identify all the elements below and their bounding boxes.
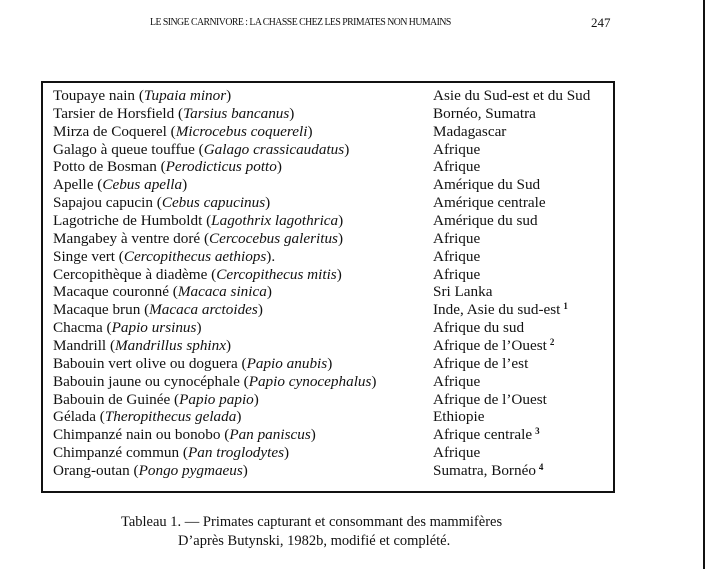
species-name: [53, 141, 349, 159]
region: [433, 355, 528, 373]
common-name: Mangabey à ventre doré (: [53, 229, 210, 247]
common-name: Babouin vert olive ou doguera (: [53, 354, 247, 372]
table-row: [53, 87, 613, 105]
latin-name: Theropithecus gelada: [104, 408, 237, 426]
footnote-marker: 1: [563, 301, 568, 312]
species-name: [53, 319, 202, 337]
species-name: [53, 105, 294, 123]
table-row: [53, 212, 613, 230]
table-row: [53, 301, 613, 319]
common-name: Chimpanzé nain ou bonobo (: [53, 426, 230, 444]
region-text: Afrique: [433, 372, 481, 390]
table-row: [53, 230, 613, 248]
latin-name: Cercopithecus mitis: [216, 265, 337, 283]
closing-paren: ): [310, 426, 316, 444]
region: [433, 105, 536, 123]
species-name: [53, 283, 272, 301]
species-name: [53, 337, 231, 355]
region-text: Sumatra, Bornéo: [433, 462, 536, 480]
common-name: Apelle (: [53, 176, 103, 194]
latin-name: Tupaia minor: [143, 87, 227, 104]
common-name: Chimpanzé commun (: [53, 444, 188, 462]
table-row: [53, 283, 613, 301]
region: [433, 212, 538, 230]
latin-name: Papio anubis: [246, 354, 328, 372]
closing-paren: ): [336, 265, 342, 283]
table-row: [53, 266, 613, 284]
region: [433, 194, 546, 212]
common-name: Lagotriche de Humboldt (: [53, 212, 212, 230]
species-name: [53, 373, 376, 391]
closing-paren: ): [226, 87, 232, 104]
region: [433, 462, 543, 480]
common-name: Orang-outan (: [53, 462, 139, 480]
species-name: [53, 87, 231, 105]
table-row: [53, 373, 613, 391]
species-name: [53, 212, 343, 230]
species-name: [53, 444, 289, 462]
common-name: Tarsier de Horsfield (: [53, 104, 184, 122]
region-text: Afrique: [433, 265, 481, 283]
table-row: [53, 123, 613, 141]
closing-paren: ): [225, 337, 232, 355]
caption-title: Tableau 1. — Primates capturant et consommant des mammifères: [121, 514, 503, 530]
latin-name: Papio papio: [179, 390, 254, 408]
region-text: Amérique centrale: [433, 194, 546, 212]
region: [433, 87, 590, 105]
region: [433, 283, 492, 301]
table-row: [53, 426, 613, 444]
common-name: Gélada (: [53, 408, 105, 426]
species-name: [53, 462, 248, 480]
table-row: [53, 141, 613, 159]
primates-table: [41, 81, 615, 493]
region-text: Afrique de l’Ouest: [433, 337, 547, 355]
region-text: Afrique: [433, 444, 481, 462]
table-row: [53, 391, 613, 409]
common-name: Babouin de Guinée (: [53, 390, 180, 408]
latin-name: Papio ursinus: [111, 319, 197, 337]
region: [433, 141, 480, 159]
species-name: [53, 426, 316, 444]
region: [433, 373, 480, 391]
region: [433, 266, 480, 284]
region: [433, 230, 480, 248]
common-name: Babouin jaune ou cynocéphale (: [53, 372, 249, 390]
region: [433, 176, 540, 194]
closing-paren: ): [284, 444, 290, 462]
table-row: [53, 355, 613, 373]
latin-name: Galago crassicaudatus: [203, 140, 345, 158]
species-name: [53, 176, 187, 194]
species-name: [53, 248, 275, 266]
table-row: [53, 319, 613, 337]
region-text: Ethiopie: [433, 408, 485, 426]
footnote-marker: 2: [549, 337, 555, 348]
region-text: Afrique de l’est: [433, 354, 529, 372]
region-text: Sri Lanka: [433, 283, 493, 301]
closing-paren: ): [337, 229, 344, 247]
region-text: Afrique de l’Ouest: [433, 390, 547, 408]
closing-paren: ): [266, 283, 272, 301]
latin-name: Microcebus coquereli: [175, 122, 308, 140]
table-row: [53, 194, 613, 212]
closing-paren: ): [236, 408, 242, 426]
scan-edge-line: [703, 0, 705, 569]
closing-paren: ): [253, 390, 259, 408]
table-row: [53, 248, 613, 266]
species-name: [53, 158, 282, 176]
closing-paren: ): [344, 140, 350, 158]
region-text: Afrique: [433, 229, 481, 247]
region: [433, 337, 554, 355]
closing-paren: ): [242, 462, 248, 480]
latin-name: Cebus capucinus: [161, 194, 266, 212]
footnote-marker: 4: [538, 462, 544, 473]
region-text: Amérique du sud: [433, 212, 538, 230]
closing-paren: ): [265, 194, 271, 212]
latin-name: Papio cynocephalus: [248, 372, 372, 390]
closing-paren: ): [307, 122, 313, 140]
closing-paren: ): [338, 212, 344, 230]
common-name: Potto de Bosman (: [53, 158, 166, 176]
table-rows: [53, 87, 613, 480]
latin-name: Cercocebus galeritus: [209, 229, 338, 247]
region: [433, 444, 480, 462]
region-text: Amérique du Sud: [433, 176, 541, 194]
species-name: [53, 301, 263, 319]
latin-name: Tarsius bancanus: [183, 104, 290, 122]
running-title: LE SINGE CARNIVORE : LA CHASSE CHEZ LES PRIMATES NON HUMAINS: [150, 17, 451, 28]
footnote-marker: 3: [535, 426, 540, 437]
region-text: Madagascar: [433, 122, 507, 140]
region: [433, 319, 524, 337]
common-name: Sapajou capucin (: [53, 194, 162, 212]
species-name: [53, 408, 241, 426]
table-row: [53, 444, 613, 462]
species-name: [53, 266, 342, 284]
latin-name: Macaca sinica: [177, 283, 267, 301]
common-name: Mirza de Coquerel (: [53, 122, 176, 140]
species-name: [53, 123, 313, 141]
region: [433, 248, 480, 266]
closing-paren: ): [371, 372, 377, 390]
closing-paren: ).: [266, 247, 276, 265]
common-name: Galago à queue touffue (: [53, 140, 204, 158]
closing-paren: ): [276, 158, 282, 176]
page-number: 247: [591, 15, 611, 30]
table-row: [53, 408, 613, 426]
region-text: Afrique: [433, 140, 481, 158]
common-name: Macaque brun (: [53, 301, 150, 319]
region-text: Afrique centrale: [433, 426, 533, 444]
table-row: [53, 337, 613, 355]
common-name: Macaque couronné (: [53, 283, 178, 301]
region-text: Afrique: [433, 247, 481, 265]
latin-name: Pan troglodytes: [187, 444, 285, 462]
table-row: [53, 176, 613, 194]
closing-paren: ): [196, 319, 202, 337]
common-name: Cercopithèque à diadème (: [53, 265, 217, 283]
region: [433, 408, 484, 426]
latin-name: Mandrillus sphinx: [115, 337, 226, 355]
region-text: Afrique: [433, 158, 481, 176]
table-row: [53, 158, 613, 176]
species-name: [53, 391, 259, 409]
region: [433, 301, 568, 319]
common-name: Mandrill (: [53, 337, 116, 355]
region: [433, 391, 547, 409]
latin-name: Pongo pygmaeus: [138, 462, 243, 480]
latin-name: Cebus apella: [102, 176, 183, 194]
region: [433, 158, 480, 176]
closing-paren: ): [257, 301, 263, 319]
region-text: Inde, Asie du sud-est: [433, 301, 561, 319]
latin-name: Macaca arctoides: [149, 301, 258, 319]
table-row: [53, 462, 613, 480]
latin-name: Cercopithecus aethiops: [123, 247, 267, 265]
species-name: [53, 230, 343, 248]
common-name: Chacma (: [53, 319, 112, 337]
latin-name: Lagothrix lagothrica: [211, 212, 339, 230]
species-name: [53, 194, 270, 212]
common-name: Toupaye nain (: [53, 87, 144, 104]
closing-paren: ): [327, 354, 333, 372]
region-text: Bornéo, Sumatra: [433, 104, 536, 122]
caption-source: D’après Butynski, 1982b, modifié et complété.: [178, 533, 451, 549]
closing-paren: ): [182, 176, 188, 194]
latin-name: Perodicticus potto: [165, 158, 277, 176]
region-text: Afrique du sud: [433, 319, 525, 337]
species-name: [53, 355, 332, 373]
closing-paren: ): [289, 104, 295, 122]
region: [433, 123, 506, 141]
latin-name: Pan paniscus: [229, 426, 311, 444]
common-name: Singe vert (: [53, 247, 124, 265]
table-row: [53, 105, 613, 123]
region-text: Asie du Sud-est et du Sud: [433, 87, 591, 104]
region: [433, 426, 540, 444]
